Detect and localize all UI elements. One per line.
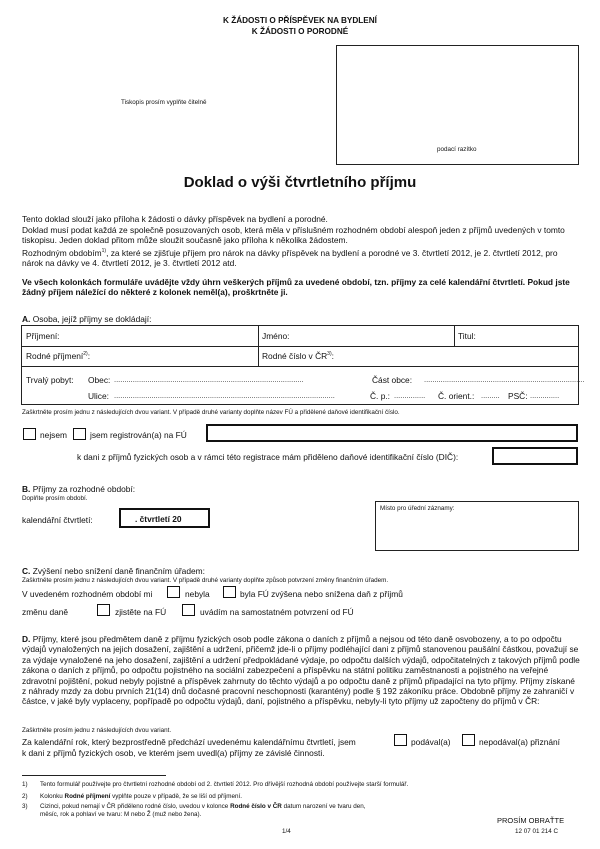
section-c-letter: C. — [22, 566, 31, 576]
header-line-2: K ŽÁDOSTI O PORODNÉ — [251, 27, 349, 36]
section-b-title — [22, 484, 135, 494]
jsem-checkbox[interactable] — [73, 428, 86, 440]
podaval-checkbox[interactable] — [394, 734, 407, 746]
ulice-dots: .......................................................................................................... — [114, 391, 335, 400]
psc-label: PSČ: — [508, 391, 528, 401]
uvadim-checkbox[interactable] — [182, 604, 195, 616]
intro-bold: Ve všech kolonkách formuláře uvádějte vždy úhrn veškerých příjmů za uvedené období, tzn. příjmy za celé kalendářní čtvrtletí. Pokud jste žádný příjem náležící do některé z kolonek neměl(a), proškrtněte ji. — [22, 277, 570, 298]
fn3-bold: Rodné číslo v ČR — [230, 803, 282, 810]
nejsem-label: nejsem — [40, 430, 67, 440]
footnote-1-num: 1) — [22, 781, 28, 788]
psc-dots: .............. — [530, 391, 560, 400]
intro-p2: Doklad musí podat každá ze společně posuzovaných osob, která měla v příslušném rozhodném období alespoň jeden z příjmů uvedených v tomto tiskopisu. Jeden doklad přitom může sloužit současně jako příloha k několika žádostem. — [22, 224, 565, 246]
name-row — [22, 326, 578, 347]
nebyla-checkbox[interactable] — [167, 586, 180, 598]
zjistete-checkbox[interactable] — [97, 604, 110, 616]
nejsem-checkbox[interactable] — [23, 428, 36, 440]
please-turn: PROSÍM OBRAŤTE — [497, 816, 565, 825]
section-b-letter: B. — [22, 484, 31, 494]
section-d-letter: D. — [22, 634, 31, 644]
ulice-label: Ulice: — [88, 391, 109, 401]
intro-p1: Tento doklad slouží jako příloha k žádosti o dávky příspěvek na bydlení a porodné. — [22, 214, 328, 224]
intro-text — [22, 214, 578, 269]
section-d-body: Příjmy, které jsou předmětem daně z příjmu fyzických osob podle zákona o daních z příjmů a nejsou od této daně osvobozeny, a to po odpočtu výdajů vynaložených na jejich dosažení, zajištění a udržení, přičemž jde-li o příjmy podléhající dani z příjmů stanovenou paušální částkou, považují se za výdaje vynaložené na jeho dosažení, zajištění a udržení předpokládané výdaje, po odpočtu dalších výdajů, odpočitatelných z takových příjmů podle zákona o daních z příjmů, po odpočtu pojistného na sociální zabezpečení a příspěvku na státní politiku zaměstnanosti a pojistného na veřejné zdravotní pojištění, pokud nebyly pojistné a příspěvek zahrnuty do těchto výdajů a po odpočtu daně z příjmů připadající na tyto příjmy. Příjmy získané z náhrady mzdy za dobu prvních 21(14) dnů dočasné pracovní neschopnosti (karantény) podle § 192 zákoníku práce. Obdobně příjmy ze zahraničí v částce, v jaké byly vyplaceny, popřípadě po odpočtu výdajů, daní, pojistného a příspěvku, nebyly-li tyto příjmy už započteny do příjmů v ČR: — [22, 634, 580, 707]
prijmeni-label: Příjmení: — [26, 331, 60, 341]
footnote-3-num: 3) — [22, 803, 28, 810]
footnote-3-text — [40, 803, 370, 818]
rodne-cislo-label: Rodné číslo v ČR$^{3)}$: — [262, 351, 334, 361]
section-c-note: Zaškrtněte prosím jednu z následujících dvou variant. V případě druhé varianty doplňte způsob potvrzení změny finančním úřadem. — [22, 577, 389, 584]
dic-text: k dani z příjmů fyzických osob a v rámci této registrace mám přiděleno daňové identifikační číslo (DIČ): — [77, 452, 459, 462]
intro-p3b: , za které se zjišťuje příjem pro nárok na dávky příspěvek na bydlení a porodné ve 3. čtvrtletí 2012, je 2. čtvrtletí 2012, pro nárok na dávky ve 4. čtvrtletí 2012, je 3. čtvrtletí 2012 atd. — [22, 247, 558, 269]
quarter-label: kalendářní čtvrtletí: — [22, 515, 93, 525]
section-b-note: Doplňte prosím období. — [22, 495, 88, 502]
form-code: 12 07 01 214 C — [515, 828, 559, 835]
nepodaval-checkbox[interactable] — [462, 734, 475, 746]
stamp-label: podací razítko — [437, 146, 477, 153]
obec-label: Obec: — [88, 375, 111, 385]
cp-label: Č. p.: — [370, 391, 391, 401]
fn2-bold: Rodné příjmení — [64, 793, 111, 800]
zmenu-label: změnu daně — [22, 607, 69, 617]
nepodaval-label: nepodával(a) přiznání — [479, 737, 561, 747]
section-d-last1: Za kalendářní rok, který bezprostředně předchází uvedenému kalendářnímu čtvrtletí, jsem — [22, 737, 356, 747]
cp-dots: ............... — [394, 391, 426, 400]
rodne-prijmeni-sup: 2) — [83, 351, 88, 358]
intro-p3a: Rozhodným obdobím — [22, 247, 102, 258]
obec-dots: ........................................................................................... — [114, 375, 304, 384]
fn3-a: Cizinci, pokud nemají v ČR přiděleno rodné číslo, uvedou v kolonce — [40, 803, 231, 810]
divider — [258, 326, 259, 346]
rodne-prijmeni-label: Rodné příjmení$^{2)}$: — [26, 351, 91, 361]
section-a-label: Osoba, jejíž příjmy se dokládají: — [32, 314, 152, 324]
cast-obce-dots: ............................................................................. — [424, 375, 585, 384]
rodne-prijmeni-text: Rodné příjmení — [26, 351, 84, 361]
fn3-b: datum narození ve tvaru den, měsíc, rok a pohlaví ve tvaru: M nebo Ž (muž nebo žena). — [40, 803, 366, 818]
byla-checkbox[interactable] — [223, 586, 236, 598]
intro-p3 — [22, 246, 578, 269]
footnote-2-text — [40, 793, 242, 800]
section-b-label: Příjmy za rozhodné období: — [32, 484, 136, 494]
birth-row — [22, 346, 578, 367]
dic-field[interactable] — [492, 447, 578, 465]
titul-label: Titul: — [458, 331, 476, 341]
uvadim-label: uvádím na samostatném potvrzení od FÚ — [200, 607, 354, 617]
page-number: 1/4 — [282, 828, 291, 835]
rodne-cislo-sup: 3) — [327, 351, 332, 358]
trvaly-pobyt-label: Trvalý pobyt: — [26, 375, 74, 385]
section-d-text — [22, 634, 580, 707]
cast-obce-label: Část obce: — [372, 375, 413, 385]
section-a-letter: A. — [22, 314, 31, 324]
byla-label: byla FÚ zvýšena nebo snížena daň z příjmů — [240, 589, 403, 599]
section-c-title — [22, 566, 205, 576]
jsem-label: jsem registrován(a) na FÚ — [90, 430, 187, 440]
section-c-line1: V uvedeném rozhodném období mi — [22, 589, 153, 599]
footnote-2-num: 2) — [22, 793, 28, 800]
footnote-rule — [22, 775, 166, 776]
official-records-box — [375, 501, 579, 551]
jmeno-label: Jméno: — [262, 331, 290, 341]
section-c-label: Zvýšení nebo snížení daně finančním úřadem: — [32, 566, 205, 576]
section-a-title — [22, 314, 151, 324]
section-a-note: Zaškrtněte prosím jednu z následujících dvou variant. V případě druhé varianty doplňte název FÚ a přidělené daňové identifikační číslo. — [22, 409, 400, 416]
section-d-last2: k dani z příjmů fyzických osob, ve kterém jsem uvedl(a) příjmy ze závislé činnosti. — [22, 748, 325, 758]
divider — [258, 346, 259, 366]
stamp-box — [336, 45, 579, 165]
co-label: Č. orient.: — [438, 391, 475, 401]
divider — [454, 326, 455, 346]
nebyla-label: nebyla — [185, 589, 210, 599]
print-note: Tiskopis prosím vyplňte čitelně — [121, 99, 207, 106]
fn2-b: vyplňte pouze v případě, že se liší od příjmení. — [110, 793, 242, 800]
co-dots: ......... — [481, 391, 500, 400]
fn2-a: Kolonku — [40, 793, 65, 800]
page-title: Doklad o výši čtvrtletního příjmu — [183, 174, 417, 191]
rodne-cislo-text: Rodné číslo v ČR — [262, 351, 328, 361]
intro-p3-sup: 1) — [101, 247, 107, 254]
section-a-box — [21, 325, 585, 405]
zjistete-label: zjistěte na FÚ — [115, 607, 167, 617]
podaval-label: podával(a) — [411, 737, 451, 747]
official-records-label: Místo pro úřední záznamy: — [380, 505, 455, 512]
header-line-1: K ŽÁDOSTI O PŘÍSPĚVEK NA BYDLENÍ — [223, 16, 377, 25]
quarter-field[interactable]: . čtvrtletí 20 — [119, 508, 210, 528]
fu-name-field[interactable] — [206, 424, 578, 442]
section-d-note: Zaškrtněte prosím jednu z následujících dvou variant. — [22, 727, 172, 734]
footnote-1-text: Tento formulář používejte pro čtvrtletní rozhodné období od 2. čtvrtletí 2012. Pro dřívější rozhodná období používejte starší formulář. — [40, 781, 409, 788]
